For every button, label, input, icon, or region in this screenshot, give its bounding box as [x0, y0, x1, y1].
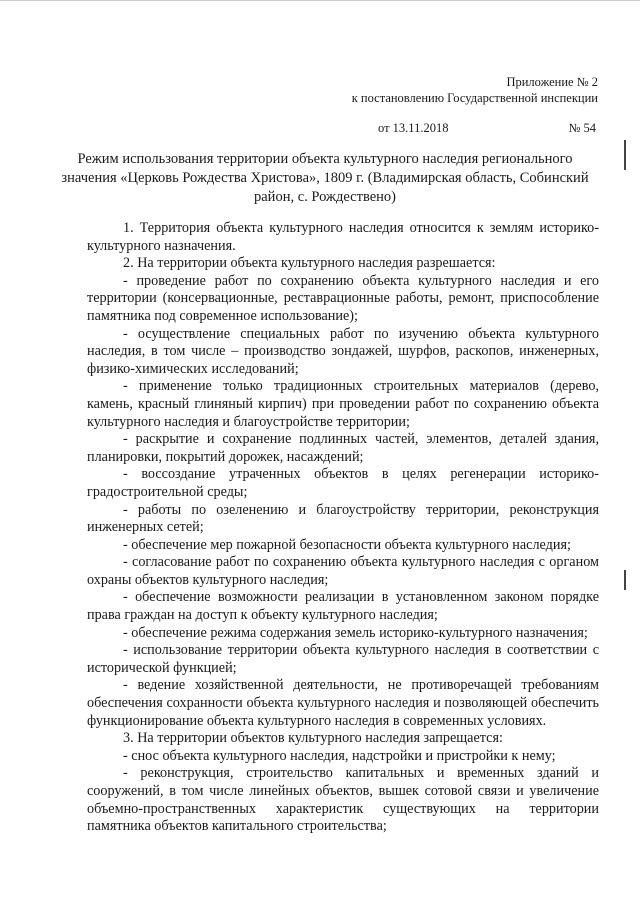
- numbered-paragraph: 2. На территории объекта культурного наследия разрешается:: [123, 255, 496, 272]
- list-item: - обеспечение возможности реализации в установленном законом порядке права граждан на доступ к объекту культурного наследия;: [87, 589, 599, 624]
- scan-edge-mark: [624, 570, 626, 590]
- document-date: от 13.11.2018: [378, 121, 449, 135]
- list-item: - использование территории объекта культурного наследия в соответствии с исторической функцией;: [87, 642, 599, 676]
- scan-edge-mark: [624, 140, 626, 170]
- list-item: - обеспечение режима содержания земель историко-культурного назначения;: [123, 624, 588, 641]
- list-item: - применение только традиционных строительных материалов (дерево, камень, красный глиняный кирпич) при проведении работ по сохранению объекта культурного наследия и благоустройстве территории;: [87, 378, 599, 430]
- list-item: - снос объекта культурного наследия, надстройки и пристройки к нему;: [123, 747, 556, 764]
- list-item: - осуществление специальных работ по изучению объекта культурного наследия, в том числе – производство зондажей, шурфов, раскопов, инженерных, физико-химических исследований;: [87, 325, 599, 377]
- list-item: - согласование работ по сохранению объекта культурного наследия с органом охраны объектов культурного наследия;: [87, 554, 599, 588]
- numbered-paragraph: 1. Территория объекта культурного наследия относится к землям историко-культурного назначения.: [87, 220, 599, 254]
- document-body: [87, 220, 599, 836]
- scan-top-edge: [0, 0, 640, 1]
- list-item: - воссоздание утраченных объектов в целях регенерации историко-градостроительной среды;: [87, 466, 599, 500]
- document-title: Режим использования территории объекта культурного наследия регионального значения «Церковь Рождества Христова», 1809 г. (Владимирская область, Собинский район, с. Рождествено): [61, 151, 589, 205]
- list-item: - ведение хозяйственной деятельности, не противоречащей требованиям обеспечения сохранности объекта культурного наследия и позволяющей обеспечить функционирование объекта культурного наследия в современных условиях.: [87, 677, 599, 729]
- list-item: - работы по озеленению и благоустройству территории, реконструкция инженерных сетей;: [87, 501, 599, 536]
- resolution-reference: к постановлению Государственной инспекции: [351, 91, 598, 105]
- numbered-paragraph: 3. На территории объектов культурного наследия запрещается:: [123, 730, 503, 747]
- document-number: № 54: [568, 121, 596, 135]
- list-item: - обеспечение мер пожарной безопасности объекта культурного наследия;: [123, 536, 571, 553]
- list-item: - реконструкция, строительство капитальных и временных зданий и сооружений, в том числе линейных объектов, вышек сотовой связи и увеличение объемно-пространственных характеристик существующих на территории памятника объектов капитального строительства;: [87, 765, 599, 835]
- list-item: - проведение работ по сохранению объекта культурного наследия и его территории (консервационные, реставрационные работы, ремонт, приспособление памятника под современное использование);: [87, 272, 599, 324]
- list-item: - раскрытие и сохранение подлинных частей, элементов, деталей здания, планировки, покрытий дорожек, насаждений;: [87, 431, 599, 465]
- appendix-label: Приложение № 2: [506, 75, 598, 89]
